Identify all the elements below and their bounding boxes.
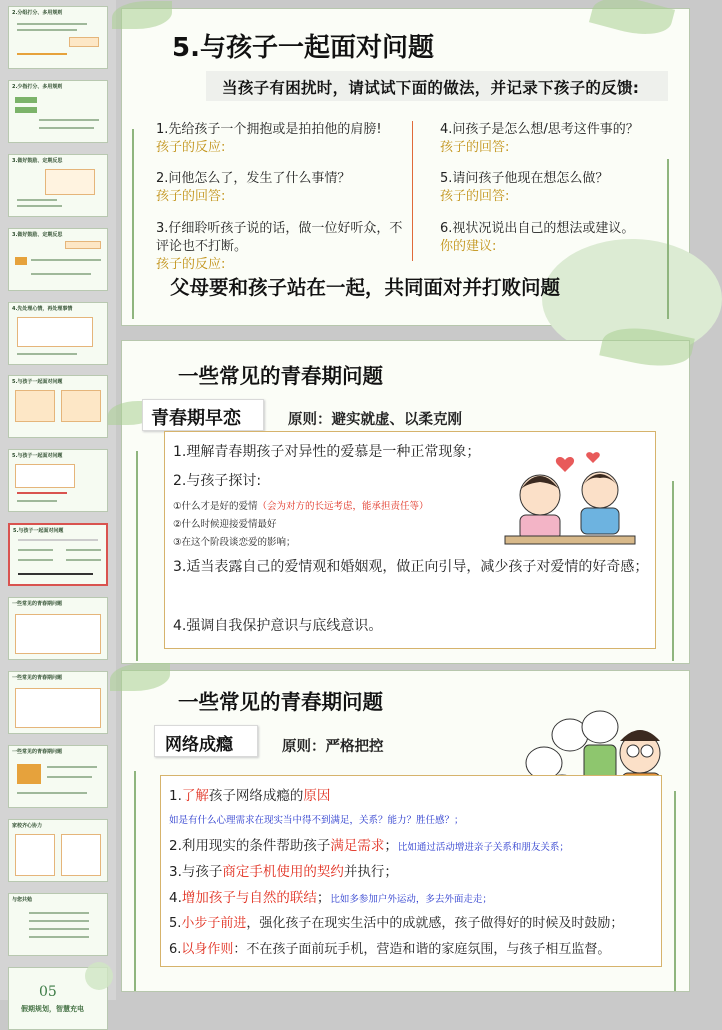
tip-question: 2.问他怎么了，发生了什么事情？	[156, 171, 351, 186]
teen-couple-illustration	[495, 450, 645, 550]
slide-thumbnail-11[interactable]	[8, 745, 108, 808]
tip-3	[156, 220, 414, 274]
principle-text: 原则：严格把控	[282, 739, 384, 755]
slide-face-problems-together	[121, 8, 690, 326]
thumbnail-title: 2.少指打分、多用规则	[12, 83, 63, 90]
tip-question: 1.先给孩子一个拥抱或是拍拍他的肩膀!	[156, 122, 382, 137]
thumbnail-title: 一些常见的青春期问题	[12, 675, 63, 682]
principle-text: 原则：避实就虚、以柔克刚	[288, 412, 462, 428]
tip-2	[156, 170, 406, 206]
thumbnail-caption: 假期规划，智慧充电	[21, 1004, 84, 1013]
point-3: 3.与孩子商定手机使用的契约并执行；	[169, 864, 398, 880]
tip-answer-label: 孩子的回答:	[156, 189, 226, 204]
tip-4	[440, 121, 680, 157]
slide-title: 5.与孩子一起面对问题	[172, 33, 434, 63]
thumbnail-title: 5.与孩子一起面对问题	[13, 528, 64, 535]
tip-answer-label: 你的建议:	[440, 239, 497, 254]
intro-banner: 当孩子有困扰时，请试试下面的做法，并记录下孩子的反馈:	[206, 71, 668, 101]
thumbnail-section-number: 05	[39, 983, 57, 1000]
slide-thumbnail-3[interactable]	[8, 154, 108, 217]
point-4: 4.强调自我保护意识与底线意识。	[173, 618, 383, 634]
point-1: 1.理解青春期孩子对异性的爱慕是一种正常现象；	[173, 444, 481, 460]
point-4: 4.增加孩子与自然的联结；比如多参加户外运动，多去外面走走；	[169, 890, 492, 906]
slide-thumbnail-5[interactable]	[8, 302, 108, 365]
tip-question: 3.仔细聆听孩子说的话，做一位好听众，不评论也不打断。	[156, 221, 403, 254]
tip-question: 4.问孩子是怎么想/思考这件事的？	[440, 122, 639, 137]
thumbnail-title: 一些常见的青春期问题	[12, 601, 63, 608]
advice-box	[160, 775, 662, 967]
tip-answer-label: 孩子的回答:	[440, 140, 510, 155]
tip-question: 6.视状况说出自己的想法或建议。	[440, 221, 635, 236]
slide-thumbnail-4[interactable]	[8, 228, 108, 291]
point-6: 6.以身作则：不在孩子面前玩手机，营造和谐的家庭氛围，与孩子相互监督。	[169, 942, 611, 957]
slide-thumbnail-13[interactable]	[8, 893, 108, 956]
sub-point-1-note: （会为对方的长远考虑，能承担责任等）	[257, 501, 429, 512]
slide-thumbnail-panel	[0, 0, 116, 1013]
slide-thumbnail-2[interactable]	[8, 80, 108, 143]
thumbnail-title: 4.先处理心情，再处理事情	[12, 305, 73, 312]
conclusion-text: 父母要和孩子站在一起，共同面对并打败问题	[170, 276, 561, 299]
tip-6	[440, 220, 680, 256]
point-1-detail: 如是有什么心理需求在现实当中得不到满足，关系？能力？胜任感？；	[169, 815, 464, 826]
slide-thumbnail-9[interactable]	[8, 597, 108, 660]
point-1: 1.了解孩子网络成瘾的原因	[169, 788, 331, 804]
topic-tag: 网络成瘾	[154, 725, 258, 757]
topic-tag: 青春期早恋	[142, 399, 264, 431]
thumbnail-title: 5.与孩子一起面对问题	[12, 379, 63, 386]
slide-thumbnail-6[interactable]	[8, 375, 108, 438]
thumbnail-title: 3.做好鼓励、定期反思	[12, 157, 63, 164]
slide-internet-addiction	[121, 670, 690, 992]
slide-title: 一些常见的青春期问题	[178, 690, 383, 714]
thumbnail-title: 家校齐心协力	[12, 822, 43, 829]
slide-thumbnail-10[interactable]	[8, 671, 108, 734]
thumbnail-title: 与您共勉	[12, 896, 33, 903]
slide-thumbnail-14[interactable]	[8, 967, 108, 1030]
advice-box	[164, 431, 656, 649]
thumbnail-title: 3.做好鼓励、定期反思	[12, 231, 63, 238]
thumbnail-title: 一些常见的青春期问题	[12, 748, 63, 755]
slide-puppy-love	[121, 340, 690, 664]
point-3: 3.适当表露自己的爱情观和婚姻观，做正向引导，减少孩子对爱情的好奇感；	[173, 559, 649, 575]
tip-question: 5.请问孩子他现在想怎么做？	[440, 171, 609, 186]
slide-thumbnail-8-selected[interactable]	[8, 523, 108, 586]
tip-1	[156, 121, 406, 157]
thumbnail-title: 5.与孩子一起面对问题	[12, 453, 63, 460]
point-2: 2.利用现实的条件帮助孩子满足需求；比如通过活动增进亲子关系和朋友关系；	[169, 838, 569, 854]
sub-point-3: ③在这个阶段谈恋爱的影响；	[173, 537, 296, 548]
thumbnail-title: 2.分组打分、多用规则	[12, 10, 63, 16]
point-5: 5.小步子前进，强化孩子在现实生活中的成就感，孩子做得好的时候及时鼓励；	[169, 916, 624, 931]
slide-thumbnail-1[interactable]	[8, 6, 108, 69]
sub-point-1: ①什么才是好的爱情（会为对方的长远考虑，能承担责任等）	[173, 501, 429, 512]
slide-title: 一些常见的青春期问题	[178, 364, 383, 388]
tip-5	[440, 170, 680, 206]
column-divider	[412, 121, 413, 261]
slide-thumbnail-12[interactable]	[8, 819, 108, 882]
point-2: 2.与孩子探讨:	[173, 473, 262, 489]
tip-answer-label: 孩子的回答:	[440, 189, 510, 204]
slide-thumbnail-7[interactable]	[8, 449, 108, 512]
tip-answer-label: 孩子的反应:	[156, 140, 226, 155]
tip-answer-label: 孩子的反应:	[156, 257, 226, 272]
sub-point-2: ②什么时候迎接爱情最好	[173, 519, 277, 530]
